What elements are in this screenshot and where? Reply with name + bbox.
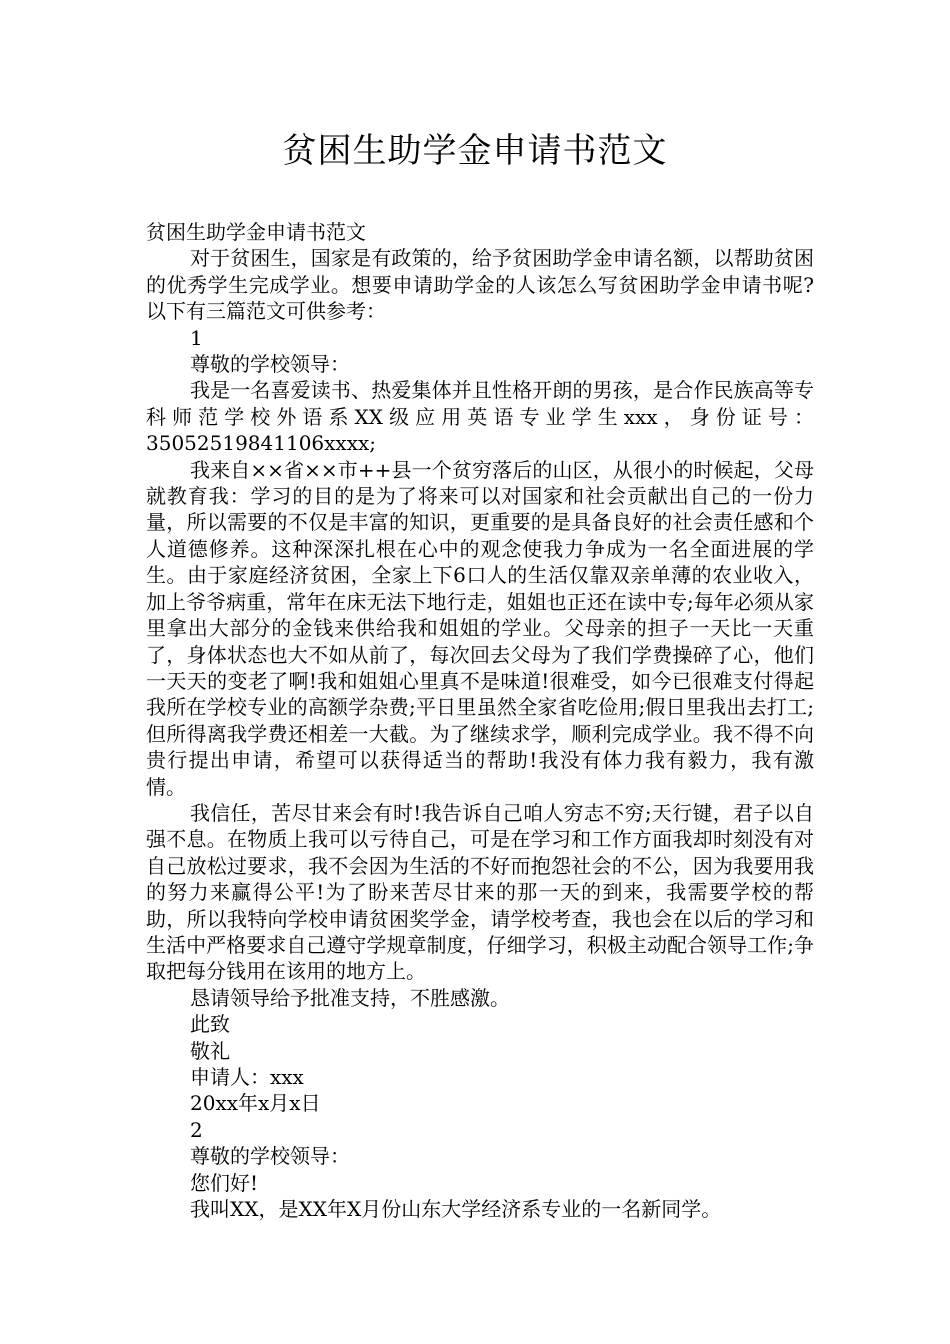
document-body <box>146 219 814 1222</box>
paragraph-intro-2: 我叫XX，是XX年X月份山东大学经济系专业的一名新同学。 <box>190 1197 722 1222</box>
paragraph-background: 我来自××省××市++县一个贫穷落后的山区，从很小的时候起，父母就教育我：学习的目的是为了将来可以对国家和社会贡献出自己的一份力量，所以需要的不仅是丰富的知识，更重要的是具备良好的社会责任感和个人道德修养。这种深深扎根在心中的观念使我力争成为一名全面进展的学生。由于家庭经济贫困，全家上下6口人的生活仅靠双亲单薄的农业收入，加上爷爷病重，常年在床无法下地行走，姐姐也正还在读中专;每年必须从家里拿出大部分的金钱来供给我和姐姐的学业。父母亲的担子一天比一天重了，身体状态也大不如从前了，每次回去父母为了我们学费操碎了心，他们一天天的变老了啊!我和姐姐心里真不是味道!很难受，如今已很难支付得起我所在学校专业的高额学杂费;平日里虽然全家省吃俭用;假日里我出去打工;但所得离我学费还相差一大截。为了继续求学，顺利完成学业。我不得不向贵行提出申请，希望可以获得适当的帮助!我没有体力我有毅力，我有激情。 <box>146 457 814 799</box>
salutation-1: 尊敬的学校领导： <box>190 352 350 377</box>
greeting-line: 您们好! <box>190 1170 259 1195</box>
closing-jingli: 敬礼 <box>190 1038 230 1063</box>
closing-cizhi: 此致 <box>190 1012 230 1037</box>
body-heading: 贫困生助学金申请书范文 <box>146 220 366 244</box>
paragraph-self-intro: 我是一名喜爱读书、热爱集体并且性格开朗的男孩，是合作民族高等专科师范学校外语系XX级应用英语专业学生xxx，身份证号：35052519841106xxxx; <box>146 378 814 456</box>
paragraph-request: 恳请领导给予批准支持，不胜感激。 <box>190 985 510 1010</box>
sample-number-2: 2 <box>190 1117 203 1142</box>
document-title: 贫困生助学金申请书范文 <box>282 131 668 171</box>
paragraph-belief: 我信任，苦尽甘来会有时!我告诉自己咱人穷志不穷;天行键，君子以自强不息。在物质上我可以亏待自己，可是在学习和工作方面我却时刻没有对自己放松过要求，我不会因为生活的不好而抱怨社会的不公，因为我要用我的努力来赢得公平!为了盼来苦尽甘来的那一天的到来，我需要学校的帮助，所以我特向学校申请贫困奖学金，请学校考查，我也会在以后的学习和生活中严格要求自己遵守学规章制度，仔细学习，积极主动配合领导工作;争取把每分钱用在该用的地方上。 <box>146 800 814 984</box>
sample-number-1: 1 <box>190 325 203 350</box>
intro-paragraph: 对于贫困生，国家是有政策的，给予贫困助学金申请名额，以帮助贫困的优秀学生完成学业。想要申请助学金的人该怎么写贫困助学金申请书呢?以下有三篇范文可供参考： <box>146 246 814 324</box>
applicant-line: 申请人：xxx <box>190 1065 304 1089</box>
date-line: 20xx年x月x日 <box>190 1091 321 1116</box>
salutation-2: 尊敬的学校领导： <box>190 1144 350 1169</box>
